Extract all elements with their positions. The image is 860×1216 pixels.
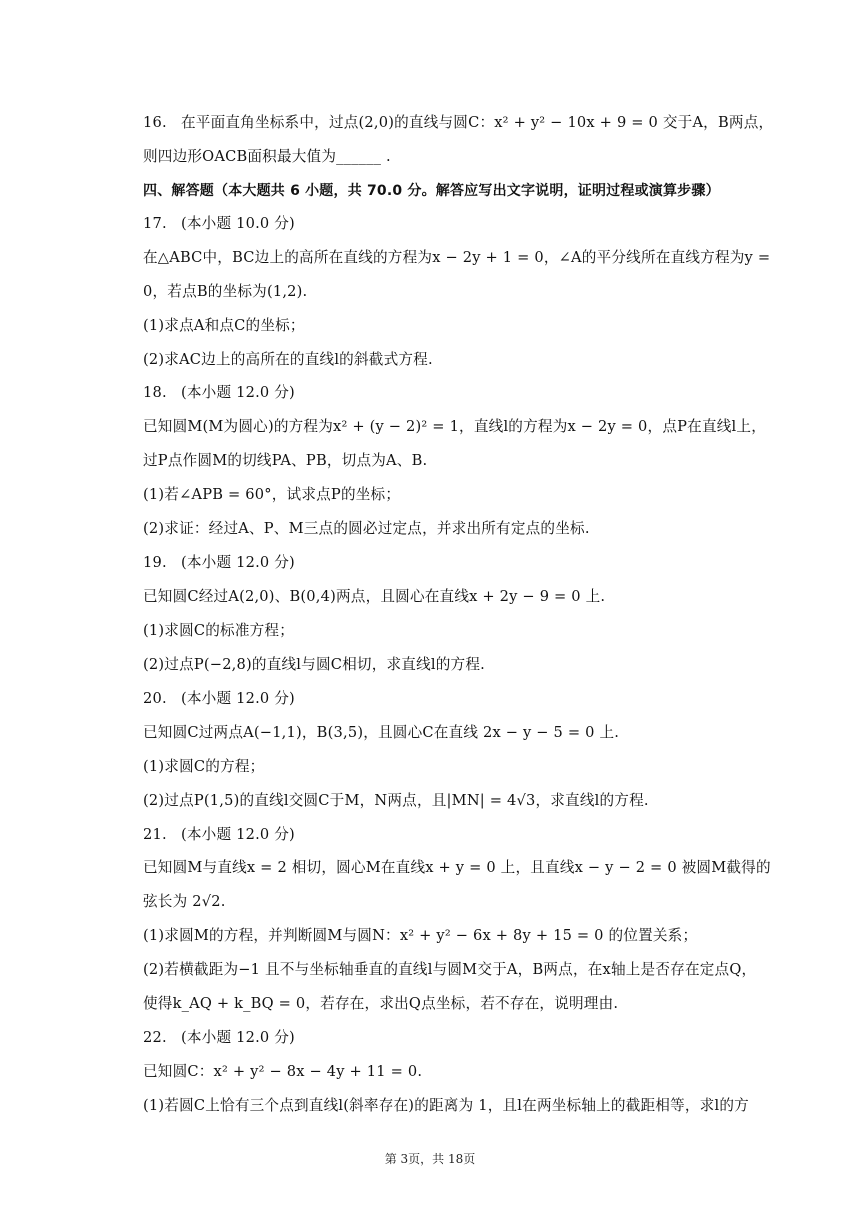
line-text: 已知圆C经过A(2,0)、B(0,4)两点，且圆心在直线x + 2y − 9 = 0 上.	[143, 588, 606, 605]
text-line	[143, 994, 753, 1014]
question-number: 19.	[143, 554, 167, 571]
text-line	[143, 451, 753, 471]
page-footer: 第 3页，共 18页	[384, 1152, 476, 1166]
line-text: (2)过点P(−2,8)的直线l与圆C相切，求直线l的方程.	[143, 656, 485, 673]
line-text: 0，若点B的坐标为(1,2).	[143, 283, 308, 300]
text-line	[143, 655, 753, 675]
text-line	[143, 181, 753, 201]
line-text: (本小题 12.0 分)	[181, 690, 295, 707]
line-text: (本小题 10.0 分)	[181, 215, 295, 232]
line-text: (2)求证：经过A、P、M三点的圆必过定点，并求出所有定点的坐标.	[143, 520, 590, 537]
text-line	[143, 248, 771, 268]
line-text: (2)若横截距为−1 且不与坐标轴垂直的直线l与圆M交于A，B两点，在x轴上是否存在定点Q，	[143, 961, 757, 978]
line-text: (1)求点A和点C的坐标；	[143, 317, 305, 334]
line-text: (本小题 12.0 分)	[181, 1029, 295, 1046]
text-line	[143, 960, 757, 980]
text-line	[143, 316, 753, 336]
line-text: (1)求圆C的方程；	[143, 758, 265, 775]
text-line	[143, 282, 753, 302]
question-number: 20.	[143, 690, 167, 707]
question-number: 21.	[143, 826, 167, 843]
text-line	[143, 485, 753, 505]
question-number: 17.	[143, 215, 167, 232]
line-text: (2)求AC边上的高所在的直线l的斜截式方程.	[143, 351, 433, 368]
line-text: (1)求圆C的标准方程；	[143, 622, 294, 639]
line-text: 在△ABC中，BC边上的高所在直线的方程为x − 2y + 1 = 0，∠A的平分线所在直线方程为y =	[143, 249, 771, 266]
line-text: 过P点作圆M的切线PA、PB，切点为A、B.	[143, 452, 428, 469]
text-line	[143, 858, 771, 878]
question-number: 22.	[143, 1029, 167, 1046]
line-text: (1)求圆M的方程，并判断圆M与圆N：x² + y² − 6x + 8y + 15 = 0 的位置关系；	[143, 927, 698, 944]
text-line	[143, 1096, 753, 1116]
line-text: 已知圆C过两点A(−1,1)，B(3,5)，且圆心C在直线 2x − y − 5 = 0 上.	[143, 724, 620, 741]
text-line	[143, 892, 753, 912]
line-text: 已知圆C：x² + y² − 8x − 4y + 11 = 0.	[143, 1063, 423, 1080]
line-text: (本小题 12.0 分)	[181, 826, 295, 843]
text-line	[143, 519, 753, 539]
line-text: 则四边形OACB面积最大值为______ .	[143, 148, 391, 165]
question-header-line	[143, 553, 753, 573]
text-line	[143, 757, 753, 777]
text-line	[143, 417, 766, 437]
text-line	[143, 147, 753, 167]
line-text: 弦长为 2√2.	[143, 893, 226, 910]
question-header-line	[143, 825, 753, 845]
line-text: (本小题 12.0 分)	[181, 554, 295, 571]
question-number: 16.	[143, 114, 167, 131]
question-header-line	[143, 214, 753, 234]
line-text: (1)若圆C上恰有三个点到直线l(斜率存在)的距离为 1，且l在两坐标轴上的截距相等，求l的方	[143, 1097, 749, 1114]
text-line	[143, 1062, 753, 1082]
text-line	[143, 587, 753, 607]
text-line	[143, 926, 753, 946]
line-text: 使得k_AQ + k_BQ = 0，若存在，求出Q点坐标，若不存在，说明理由.	[143, 995, 619, 1012]
line-text: 已知圆M(M为圆心)的方程为x² + (y − 2)² = 1，直线l的方程为x − 2y = 0，点P在直线l上，	[143, 418, 766, 435]
question-number: 18.	[143, 384, 167, 401]
line-text: (2)过点P(1,5)的直线l交圆C于M，N两点，且|MN| = 4√3，求直线l的方程.	[143, 792, 649, 809]
question-header-line	[143, 1028, 753, 1048]
line-text: 在平面直角坐标系中，过点(2,0)的直线与圆C：x² + y² − 10x + 9 = 0 交于A，B两点，	[181, 114, 774, 131]
text-line	[143, 350, 753, 370]
question-header-line	[143, 689, 753, 709]
line-text: (1)若∠APB = 60°，试求点P的坐标；	[143, 486, 401, 503]
text-line	[143, 621, 753, 641]
text-line	[143, 723, 753, 743]
question-header-line	[143, 383, 753, 403]
line-text: (本小题 12.0 分)	[181, 384, 295, 401]
question-header-line	[143, 113, 774, 133]
text-line	[143, 791, 753, 811]
line-text: 四、解答题（本大题共 6 小题，共 70.0 分。解答应写出文字说明，证明过程或演算步骤）	[143, 183, 720, 199]
line-text: 已知圆M与直线x = 2 相切，圆心M在直线x + y = 0 上，且直线x − y − 2 = 0 被圆M截得的	[143, 859, 771, 876]
